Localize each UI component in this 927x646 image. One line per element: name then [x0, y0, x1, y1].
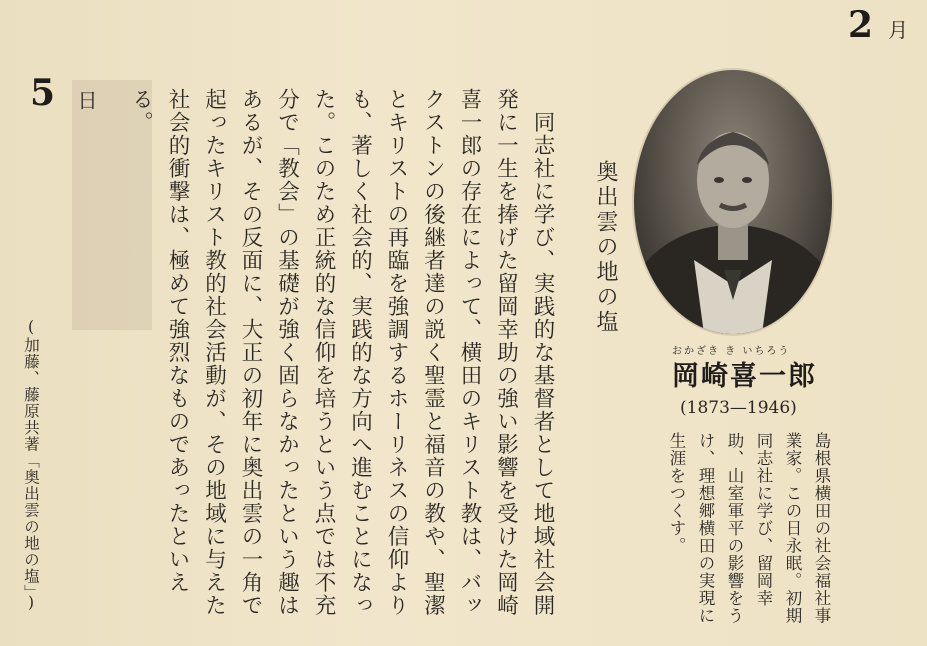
quote-title: 奥出雲の地の塩	[593, 160, 618, 335]
day-number: 5	[30, 72, 56, 114]
month-header	[848, 4, 908, 46]
month-label: 月	[888, 18, 909, 42]
bio-text: 島根県横田の社会福社事業家。この日永眠。初期同志社に学び、留岡幸助、山室軍平の影響をうけ、理想郷横田の実現に生涯をつくす。	[667, 432, 831, 625]
portrait-figure	[634, 70, 832, 334]
portrait-photo	[632, 68, 834, 336]
month-number: 2	[848, 4, 874, 46]
person-dates: (1873—1946)	[680, 398, 797, 418]
quote-body: 同志社に学び、実践的な基督者として地域社会開発に一生を捧げた留岡幸助の強い影響を受けた岡崎喜一郎の存在によって、横田のキリスト教は、バックストンの後継者達の説く聖霊と福音の教や、聖潔とキリストの再臨を強調するホーリネスの信仰よりも、著しく社会的、実践的な方向へ進むことになった。このため正統的な信仰を培うという点では不充分で「教会」の基礎が強く固らなかったという趣はあるが、その反面に、大正の初年に奥出雲の一角で起ったキリスト教的社会活動が、その地域に与えた社会的衝撃は、極めて強烈なものであったといえる。	[128, 88, 555, 617]
quote-source: (加藤、藤原共著「奥出雲の地の塩」)	[22, 318, 40, 613]
name-reading: おかざき き いちろう	[672, 346, 791, 357]
person-name: 岡崎喜一郎	[672, 361, 817, 392]
day-label: 日	[74, 90, 98, 110]
